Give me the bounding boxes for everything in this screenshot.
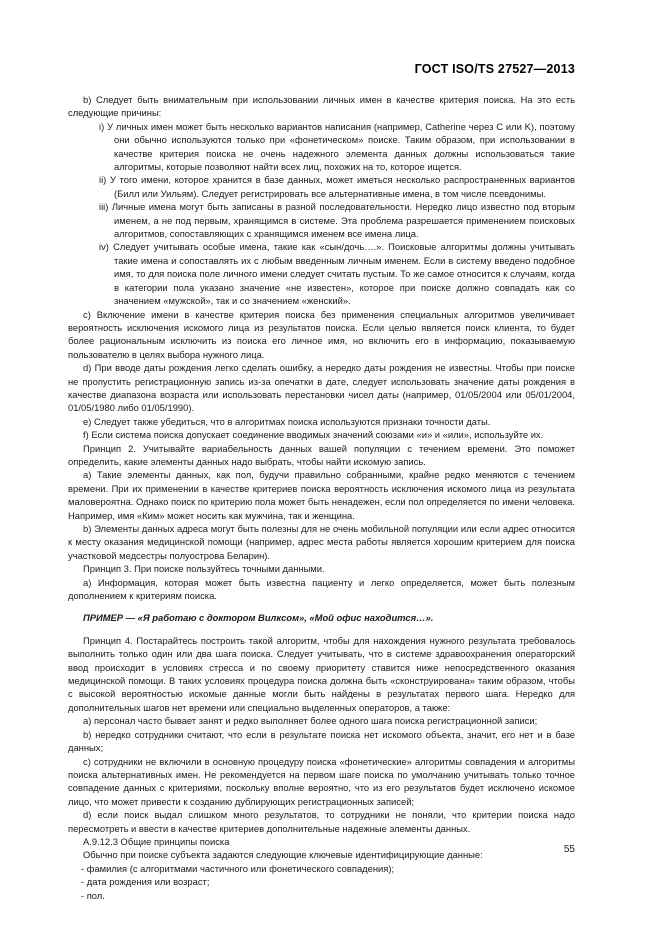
paragraph: c) сотрудники не включили в основную процедуру поиска «фонетические» алгоритмы совпадения и алгоритмы поиска альтернативных имен. Не рекомендуется на первом шаге поиска по умолчанию учитывать только точное совпадение данных с критериями, поскольку вполне вероятно, что из его результатов будет исключено искомое лицо, что может привести к созданию дублирующих регистрационных записей; [68,755,575,807]
paragraph: c) Включение имени в качестве критерия поиска без применения специальных алгоритмов увеличивает вероятность исключения искомого лица из результатов поиска. Если целью является поиск клиента, то будет более рациональным исключить из поиска его личное имя, но включить его в информацию, показываемую пользователю в целях выбора нужного лица. [68,308,575,360]
paragraph: А.9.12.3 Общие принципы поиска [83,835,230,847]
list-item-label: ii) [99,174,110,186]
example-note: ПРИМЕР — «Я работаю с доктором Вилксом», «Мой офис находится…». [83,612,434,624]
list-item-label: iii) [99,201,112,213]
paragraph: d) если поиск выдал слишком много результатов, то сотрудники не поняли, что критерии поиска надо пересмотреть и ввести в качестве критериев дополнительные надежные элементы данных. [68,809,575,834]
dash-item: - фамилия (с алгоритмами частичного или фонетического совпадения); [81,862,395,874]
paragraph: b) Элементы данных адреса могут быть полезны для не очень мобильной популяции или если адрес относится к месту оказания медицинской помощи (например, адрес места работы является хорошим критерием для поиска участковой медсестры полуострова Беларин). [68,523,575,561]
list-item-text: Личные имена могут быть записаны в разной последовательности. Нередко лицо известно под вторым именем, а не под первым, хранящимся в системе. Эта проблема разрешается применением поисковых алгоритмов, сопоставляющих с хранящимся именем все имена лица. [111,201,575,240]
paragraph: b) Следует быть внимательным при использовании личных имен в качестве критерия поиска. На это есть следующие причины: [68,94,575,119]
page-number: 55 [563,844,575,855]
list-item-text: У того имени, которое хранится в базе данных, может иметься несколько распространенных вариантов (Билл или Уильям). Следует регистрировать все альтернативные имена, в том числе псевдонимы. [109,174,575,199]
list-item-label: i) [99,120,108,132]
list-item [68,200,575,240]
document-title: ГОСТ ISO/TS 27527—2013 [414,62,575,76]
paragraph: Принцип 3. При поиске пользуйтесь точными данными. [83,563,325,575]
dash-item: - дата рождения или возраст; [81,876,210,888]
paragraph: d) При вводе даты рождения легко сделать ошибку, а нередко даты рождения не известны. Чтобы при поиске не пропустить регистрационную запись из-за опечатки в дате, следует использовать значение даты рождения в качестве диапазона возраста или использовать перестановки чисел даты (например, 01/05/2004 или 05/01/2004, 01/05/1980 либо 01/05/1990). [68,362,575,414]
paragraph: Принцип 4. Постарайтесь построить такой алгоритм, чтобы для нахождения нужного результата требовалось выполнить только один или два шага поиска. Следует учитывать, что в системе здравоохранения операторский ввод происходит в условиях стресса и по своему приоритету ставится ниже непосредственного оказания медицинской помощи. В таких условиях процедура поиска должна быть «сконструирована» таким образом, чтобы с высокой вероятностью искомые данные могли быть найдены в результатах первого шага. Нередко для дополнительных шагов нет времени или специально выделенных операторов, а также: [68,634,575,713]
list-item-label: iv) [99,241,114,253]
paragraph: e) Следует также убедиться, что в алгоритмах поиска используются признаки точности даты. [83,415,491,427]
list-item [68,173,575,200]
paragraph: Обычно при поиске субъекта задаются следующие ключевые идентифицирующие данные: [83,849,483,861]
paragraph: a) Такие элементы данных, как пол, будучи правильно собранными, крайне редко меняются с течением времени. При их применении в качестве критериев поиска вероятность исключения искомого лица из результата маловероятна. Однако поиск по критерию пола может быть ненадежен, если пол определяется по имени человека. Например, имя «Ким» может носить как мужчина, так и женщина. [68,469,575,521]
document-body [68,93,575,902]
list-item [68,120,575,174]
page-header [68,62,575,76]
paragraph: Принцип 2. Учитывайте вариабельность данных вашей популяции с течением времени. Это поможет определить, какие элементы данных надо выбрать, чтобы найти искомую запись. [68,442,575,467]
list-item [68,240,575,307]
paragraph: a) Информация, которая может быть известна пациенту и легко определяется, может быть полезным дополнением к критериям поиска. [68,576,575,602]
paragraph: a) персонал часто бывает занят и редко выполняет более одного шага поиска регистрационной записи; [83,715,538,727]
paragraph: b) нередко сотрудники считают, что если в результате поиска нет искомого объекта, значит, его нет и в базе данных; [68,728,575,754]
dash-item: - пол. [81,889,105,901]
paragraph: f) Если система поиска допускает соединение вводимых значений союзами «и» и «или», используйте их. [83,429,544,441]
list-item-text: У личных имен может быть несколько вариантов написания (например, Catherine через C или K), поэтому они обычно используются только при «фонетическом» поиске. Таким образом, при использовании в качестве критерия поиска не очень надежного элемента данных должны использоваться такие алгоритмы, которые позволяют найти всех лиц, похожих на то, которое ищется. [107,120,575,173]
list-item-text: Следует учитывать особые имена, такие как «сын/дочь….». Поисковые алгоритмы должны учитывать такие имена и сопоставлять их с любым введенным личным именем. Если в систему введено подобное имя, то для поиска поле личного имени следует считать пустым. То же самое относится к случаям, когда в категории пола указано значение «не известен», которое при поиске должно совпадать как со значением «мужской», так и со значением «женский». [113,241,576,307]
